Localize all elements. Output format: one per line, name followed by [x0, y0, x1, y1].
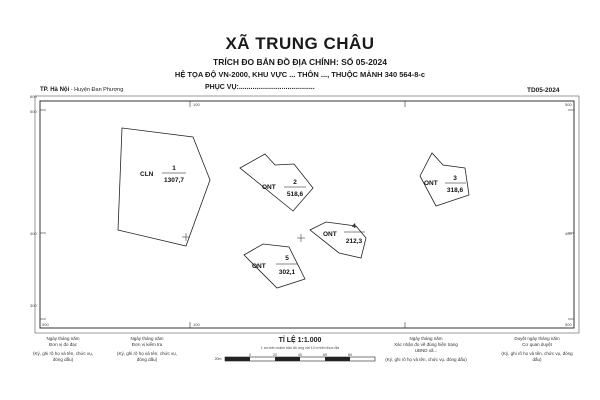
signature-block-survey-unit — [28, 336, 98, 363]
signature-date: Duyệt ngày tháng năm — [514, 336, 560, 341]
parcel-3-area: 318,6 — [446, 187, 464, 194]
grid-label: 400 — [30, 231, 37, 236]
scale-tick: 80 — [348, 353, 352, 357]
signature-role: Đơn vị kiểm tra — [131, 342, 163, 347]
scale-bar — [215, 353, 375, 361]
coordinate-system-line: HỆ TỌA ĐỘ VN-2000, KHU VỰC ... THÔN ..., THUỘC MẢNH 340 564-8-c — [174, 70, 426, 79]
parcel-1-area: 1307,7 — [164, 177, 184, 184]
parcel-4-type: ONT — [323, 231, 337, 238]
signature-role: Cơ quan duyệt — [522, 342, 552, 347]
scale-tick: 0 — [249, 353, 251, 357]
signature-org: UBND xã... — [414, 348, 438, 353]
signature-note: (Ký, ghi rõ họ và tên, chức vụ, đóng dấu) — [32, 351, 94, 362]
parcel-5-number: 5 — [285, 255, 289, 262]
parcel-1-number: 1 — [172, 165, 176, 172]
parcel-2-number: 2 — [293, 179, 297, 186]
grid-label: 500 — [565, 322, 572, 327]
map-frame — [35, 96, 579, 333]
scale-tick: 20m — [214, 357, 222, 361]
signature-note: (Ký, ghi rõ họ và tên, chức vụ, đóng dấu) — [385, 357, 467, 362]
grid-label: 500 — [42, 322, 49, 327]
purpose-line: PHỤC VỤ:....................................... — [205, 84, 315, 91]
scale-label: TỈ LỆ 1:1.000 — [278, 337, 322, 344]
grid-label: 100 — [193, 102, 200, 107]
signature-date: Ngày tháng năm — [46, 336, 80, 341]
signature-block-approval — [498, 336, 576, 363]
signature-date: Ngày tháng năm — [130, 336, 164, 341]
parcel-3-type: ONT — [424, 180, 438, 187]
parcel-1-boundary[interactable] — [118, 128, 210, 246]
signature-note: (Ký, ghi rõ họ và tên, chức vụ, đóng dấu) — [116, 351, 178, 362]
parcel-5-area: 302,1 — [278, 269, 296, 276]
grid-label: 500 — [565, 102, 572, 107]
parcel-4-number: 4 — [352, 223, 356, 230]
crosshair-markers — [182, 233, 305, 242]
district-name: - Huyện Đan Phượng — [69, 87, 124, 93]
province-name: TP. Hà Nội — [40, 87, 70, 93]
signature-block-commune-confirmation — [385, 336, 467, 363]
parcel-3-number: 3 — [453, 175, 457, 182]
signature-role: Đơn vị đo đạc — [49, 342, 77, 347]
map-subtitle: TRÍCH ĐO BẢN ĐỒ ĐỊA CHÍNH: SỐ 05-2024 — [213, 57, 387, 67]
sheet-code: TD05-2024 — [527, 87, 560, 94]
parcel-1-type: CLN — [140, 171, 154, 178]
signature-date: Ngày tháng năm — [409, 336, 443, 341]
signature-note: (Ký, ghi rõ họ và tên, chức vụ, đóng dấu) — [501, 351, 573, 362]
grid-label: 600 — [30, 94, 37, 99]
parcel-5-type: ONT — [252, 263, 266, 270]
scale-tick: 60 — [323, 353, 327, 357]
grid-label: 500 — [30, 109, 37, 114]
scale-tick: 20 — [273, 353, 277, 357]
grid-label: 300 — [30, 303, 37, 308]
signature-role: Xác nhận đo vẽ đúng hiện trạng — [394, 342, 458, 347]
parcel-2-boundary[interactable] — [240, 154, 313, 211]
map-title: XÃ TRUNG CHÂU — [225, 34, 375, 53]
scale-tick: 40 — [298, 353, 302, 357]
parcel-2-area: 518,6 — [286, 191, 304, 198]
grid-labels — [30, 94, 572, 327]
grid-label: 400 — [565, 231, 572, 236]
grid-label: 100 — [193, 322, 200, 327]
parcel-2-type: ONT — [262, 184, 276, 191]
parcel-4-area: 212,3 — [345, 238, 363, 245]
scale-note: 1 cm trên mảnh bản đồ ứng với 10 m trên thực địa — [260, 346, 340, 350]
signature-block-inspection-unit — [112, 336, 182, 363]
